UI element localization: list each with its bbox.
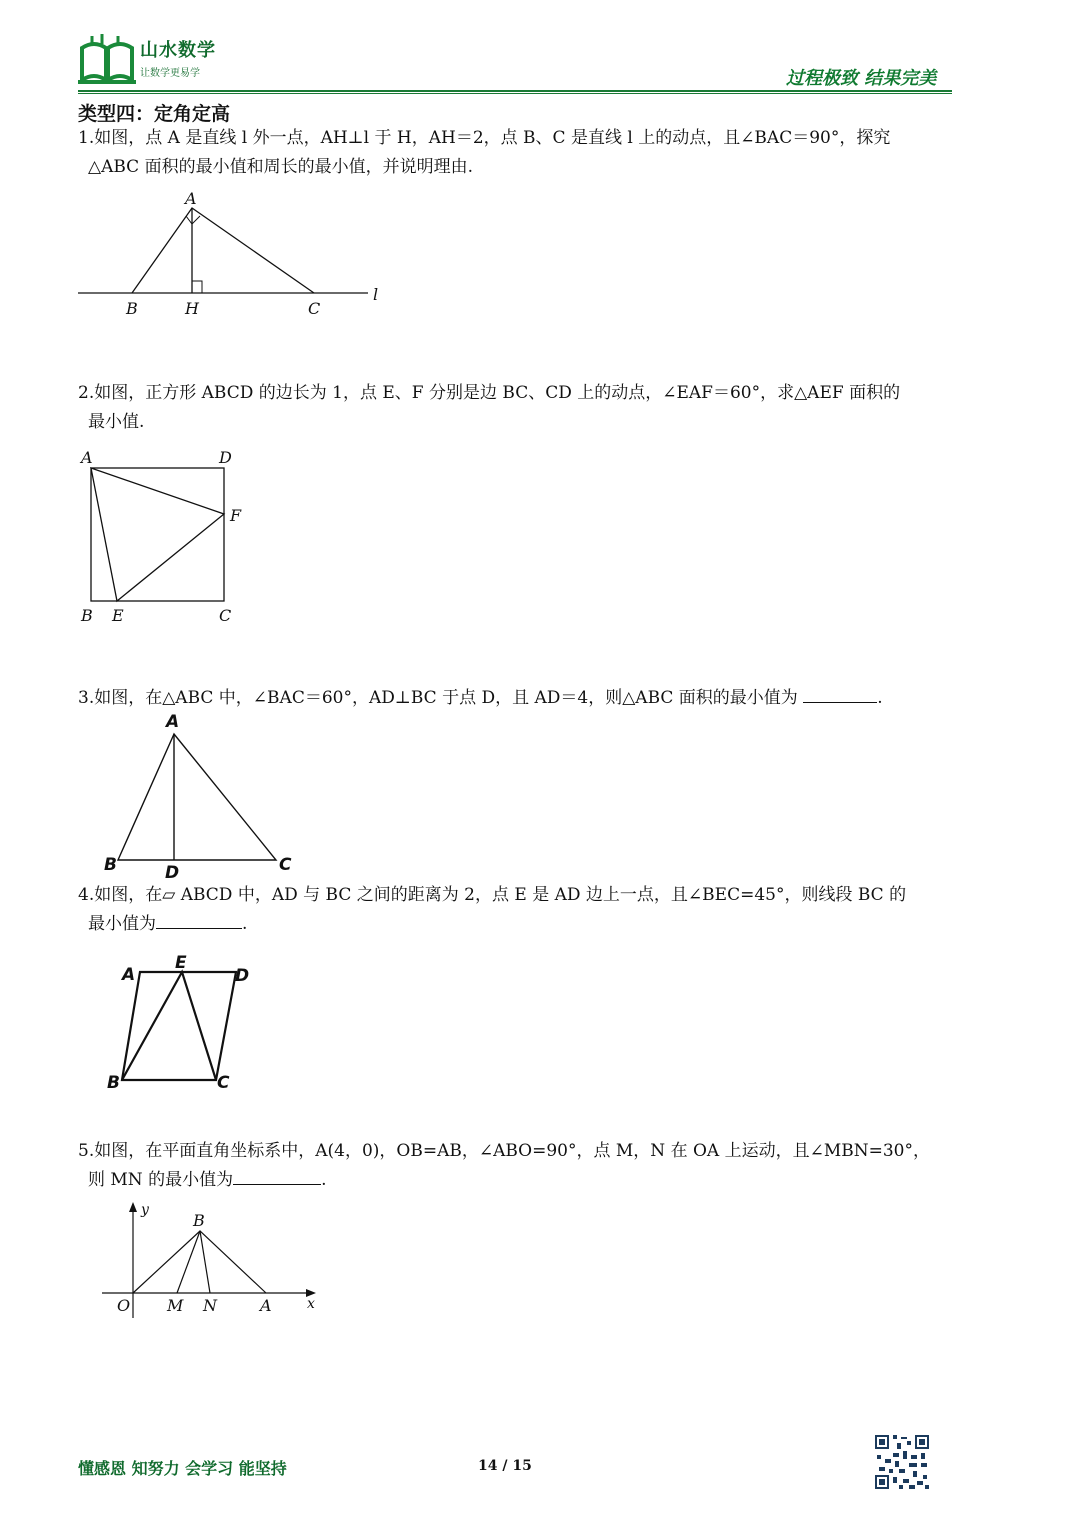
question-number: 4. [78,885,95,905]
label-c: C [308,299,321,318]
triangle-abc [132,208,314,293]
right-angle-h [192,281,202,293]
page-number: 14 / 15 [478,1458,532,1474]
parallelogram-abcd [122,972,236,1080]
qr-code[interactable] [873,1433,931,1491]
question-2-line2: 最小值. [88,412,145,432]
question-text: 如图，在▱ ABCD 中，AD 与 BC 之间的距离为 2，点 E 是 AD 边上一点，且∠BEC=45°，则线段 BC 的 [94,885,907,905]
question-3-line1: 3.如图，在△ABC 中，∠BAC＝60°，AD⊥BC 于点 D，且 AD＝4，则△ABC 面积的最小值为 . [78,684,954,713]
label-c: C [279,855,292,875]
question-3 [78,684,954,713]
triangle-aef [91,468,224,601]
question-text: 如图，正方形 ABCD 的边长为 1，点 E、F 分别是边 BC、CD 上的动点，∠EAF＝60°，求△AEF 面积的 [94,383,901,403]
label-c: C [217,1073,230,1093]
question-text: 如图，在平面直角坐标系中，A(4，0)，OB=AB，∠ABO=90°，点 M，N 在 OA 上运动，且∠MBN=30°， [94,1141,930,1161]
label-a: A [260,1296,272,1315]
header-divider [78,90,952,94]
label-b: B [107,1073,120,1093]
triangle-bec [122,972,216,1080]
answer-blank[interactable] [156,911,242,929]
question-number: 2. [78,383,95,403]
segment-bn [200,1231,210,1293]
question-number: 3. [78,688,95,708]
label-d: D [219,448,232,467]
label-b: B [126,299,138,318]
label-y: y [141,1202,149,1218]
label-o: O [117,1296,131,1315]
question-2 [78,379,954,437]
figure-q1 [74,186,394,322]
label-d: D [235,966,250,986]
triangle-abc [118,734,276,860]
question-4-line1 [78,881,954,910]
label-d: D [165,863,180,883]
label-e: E [175,953,187,973]
question-5-line2: 则 MN 的最小值为 . [78,1166,954,1195]
label-b: B [81,606,93,625]
question-5-line1 [78,1137,954,1166]
y-axis-arrow [129,1202,137,1212]
label-b: B [104,855,117,875]
label-x: x [307,1296,315,1312]
label-b: B [193,1211,205,1230]
question-text: 如图，点 A 是直线 l 外一点，AH⊥l 于 H，AH＝2，点 B、C 是直线 l 上的动点，且∠BAC＝90°，探究 [94,128,891,148]
figure-q4 [104,948,264,1094]
question-text: 如图，在△ABC 中，∠BAC＝60°，AD⊥BC 于点 D，且 AD＝4，则△ABC 面积的最小值为 [94,688,798,708]
figure-q3 [98,710,308,886]
label-n: N [203,1296,217,1315]
footer-motto: 懂感恩 知努力 会学习 能坚持 [78,1459,287,1478]
right-angle-a [186,216,200,224]
question-4 [78,881,954,939]
square-abcd [91,468,224,601]
figure-q2 [74,444,254,630]
question-4-line2: 最小值为 . [78,910,954,939]
triangle-oba [133,1231,266,1293]
answer-blank[interactable] [803,685,877,703]
question-number: 5. [78,1141,95,1161]
question-1-line1 [78,124,954,153]
label-c: C [219,606,232,625]
segment-bm [177,1231,200,1293]
brand-slogan: 让数学更易学 [140,68,200,79]
question-5 [78,1137,954,1195]
figure-q5 [98,1198,328,1324]
label-f: F [230,506,242,525]
label-a: A [185,189,197,208]
label-e: E [112,606,124,625]
label-h: H [185,299,199,318]
header-motto: 过程极致 结果完美 [786,68,937,89]
question-2-line1 [78,379,954,408]
label-a: A [81,448,93,467]
answer-blank[interactable] [233,1167,321,1185]
label-l: l [373,285,379,304]
brand-name: 山水数学 [140,40,216,61]
label-a: A [122,965,136,985]
question-1-line2: △ABC 面积的最小值和周长的最小值，并说明理由. [88,157,473,177]
question-number: 1. [78,128,95,148]
question-1 [78,124,954,182]
label-m: M [167,1296,184,1315]
label-a: A [166,712,180,732]
section-title: 类型四：定角定高 [78,103,231,125]
